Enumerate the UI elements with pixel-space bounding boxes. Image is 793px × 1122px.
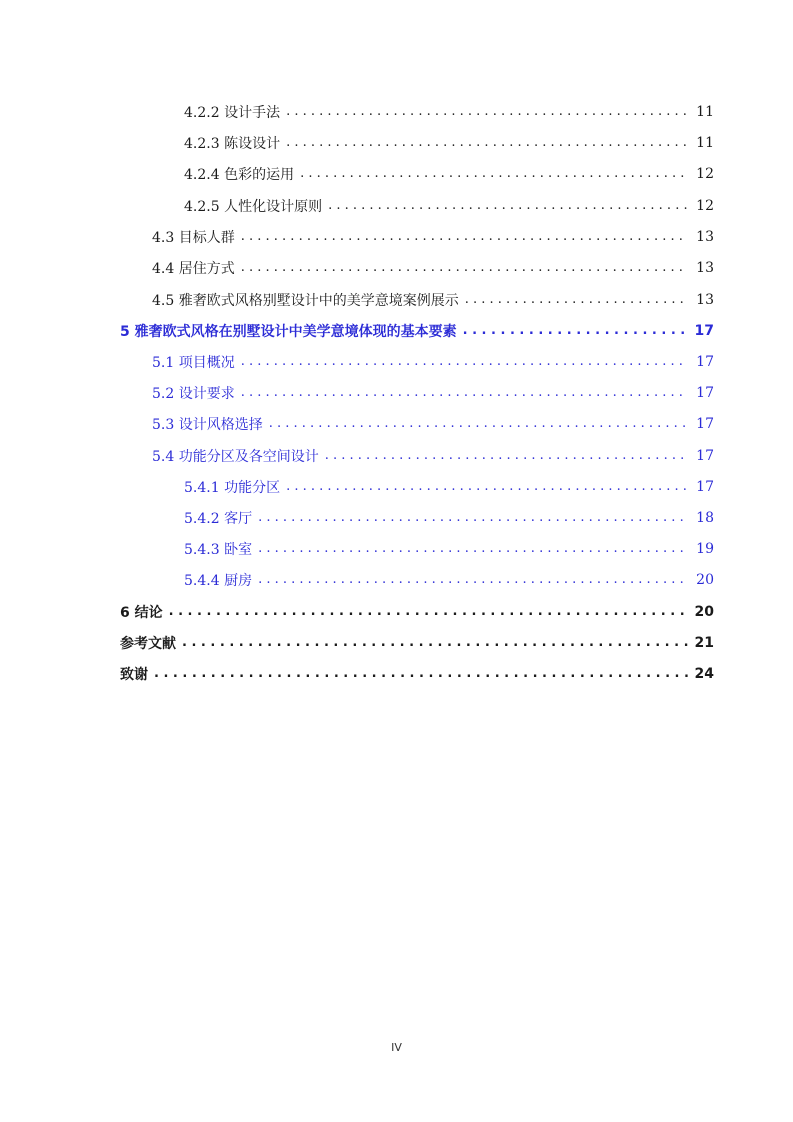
toc-entry-page: 18 <box>696 509 714 526</box>
toc-entry-title: 5.1 项目概况 <box>152 354 235 371</box>
dot-leader <box>286 135 688 150</box>
toc-link-5-4[interactable] <box>152 440 714 471</box>
dot-leader <box>241 229 688 244</box>
toc-link-5-4-4[interactable] <box>184 564 714 595</box>
toc-entry-title: 5.4 功能分区及各空间设计 <box>152 448 319 465</box>
toc-entry-title: 5.4.3 卧室 <box>184 541 253 558</box>
dot-leader <box>258 541 688 556</box>
toc-entry <box>184 127 714 158</box>
toc-entry <box>152 284 714 315</box>
dot-leader <box>258 572 688 587</box>
toc-link-5-4-1[interactable] <box>184 471 714 502</box>
dot-leader <box>241 385 688 400</box>
toc-entry-page: 13 <box>696 291 714 308</box>
toc-entry-page: 17 <box>694 322 714 339</box>
toc-entry-title: 4.2.4 色彩的运用 <box>184 166 295 183</box>
dot-leader <box>286 479 688 494</box>
toc-entry-title: 4.2.5 人性化设计原则 <box>184 198 323 215</box>
dot-leader <box>154 666 688 681</box>
toc-link-chapter-5[interactable] <box>120 315 714 346</box>
toc-entry-title: 4.5 雅奢欧式风格别墅设计中的美学意境案例展示 <box>152 292 459 309</box>
toc-entry-title: 5 雅奢欧式风格在别墅设计中美学意境体现的基本要素 <box>120 323 457 340</box>
toc-entry-title: 4.4 居住方式 <box>152 260 235 277</box>
toc-entry <box>152 252 714 283</box>
dot-leader <box>182 635 688 650</box>
toc-entry-page: 17 <box>696 353 714 370</box>
toc-entry-page: 17 <box>696 478 714 495</box>
toc-link-5-4-3[interactable] <box>184 533 714 564</box>
toc-link-5-2[interactable] <box>152 377 714 408</box>
page-number: IV <box>391 1041 402 1054</box>
dot-leader <box>325 448 688 463</box>
toc-entry-title: 4.2.2 设计手法 <box>184 104 281 121</box>
toc-entry <box>120 596 714 627</box>
toc-entry <box>152 221 714 252</box>
toc-entry-title: 4.3 目标人群 <box>152 229 235 246</box>
toc-entry-title: 5.2 设计要求 <box>152 385 235 402</box>
toc-entry-page: 13 <box>696 259 714 276</box>
toc-entry <box>184 190 714 221</box>
toc-entry-page: 24 <box>694 665 714 682</box>
toc-entry-page: 13 <box>696 228 714 245</box>
dot-leader <box>300 166 688 181</box>
toc-entry-title: 致谢 <box>120 666 148 683</box>
toc-entry-title: 5.4.4 厨房 <box>184 572 253 589</box>
toc-link-5-4-2[interactable] <box>184 502 714 533</box>
toc-entry-page: 17 <box>696 415 714 432</box>
dot-leader <box>328 198 688 213</box>
toc-entry-page: 12 <box>696 197 714 214</box>
toc-entry-title: 参考文献 <box>120 635 176 652</box>
toc-entry-title: 5.3 设计风格选择 <box>152 416 263 433</box>
toc-entry-page: 20 <box>694 603 714 620</box>
dot-leader <box>241 354 688 369</box>
toc-entry <box>120 627 714 658</box>
toc-entry-page: 17 <box>696 447 714 464</box>
toc-entry-page: 11 <box>696 103 714 120</box>
toc-entry-title: 4.2.3 陈设设计 <box>184 135 281 152</box>
toc-entry <box>184 158 714 189</box>
dot-leader <box>169 604 688 619</box>
toc-link-5-1[interactable] <box>152 346 714 377</box>
dot-leader <box>269 416 688 431</box>
dot-leader <box>241 260 688 275</box>
toc-entry <box>184 96 714 127</box>
dot-leader <box>286 104 688 119</box>
toc-entry-page: 11 <box>696 134 714 151</box>
toc-link-5-3[interactable] <box>152 408 714 439</box>
toc-entry-title: 5.4.2 客厅 <box>184 510 253 527</box>
toc-entry-title: 5.4.1 功能分区 <box>184 479 281 496</box>
toc-entry <box>120 658 714 689</box>
dot-leader <box>258 510 688 525</box>
toc-entry-page: 12 <box>696 165 714 182</box>
dot-leader <box>463 323 688 338</box>
toc-entry-page: 20 <box>696 571 714 588</box>
dot-leader <box>465 292 688 307</box>
toc-entry-title: 6 结论 <box>120 604 163 621</box>
toc-entry-page: 19 <box>696 540 714 557</box>
toc-entry-page: 21 <box>694 634 714 651</box>
toc-entry-page: 17 <box>696 384 714 401</box>
